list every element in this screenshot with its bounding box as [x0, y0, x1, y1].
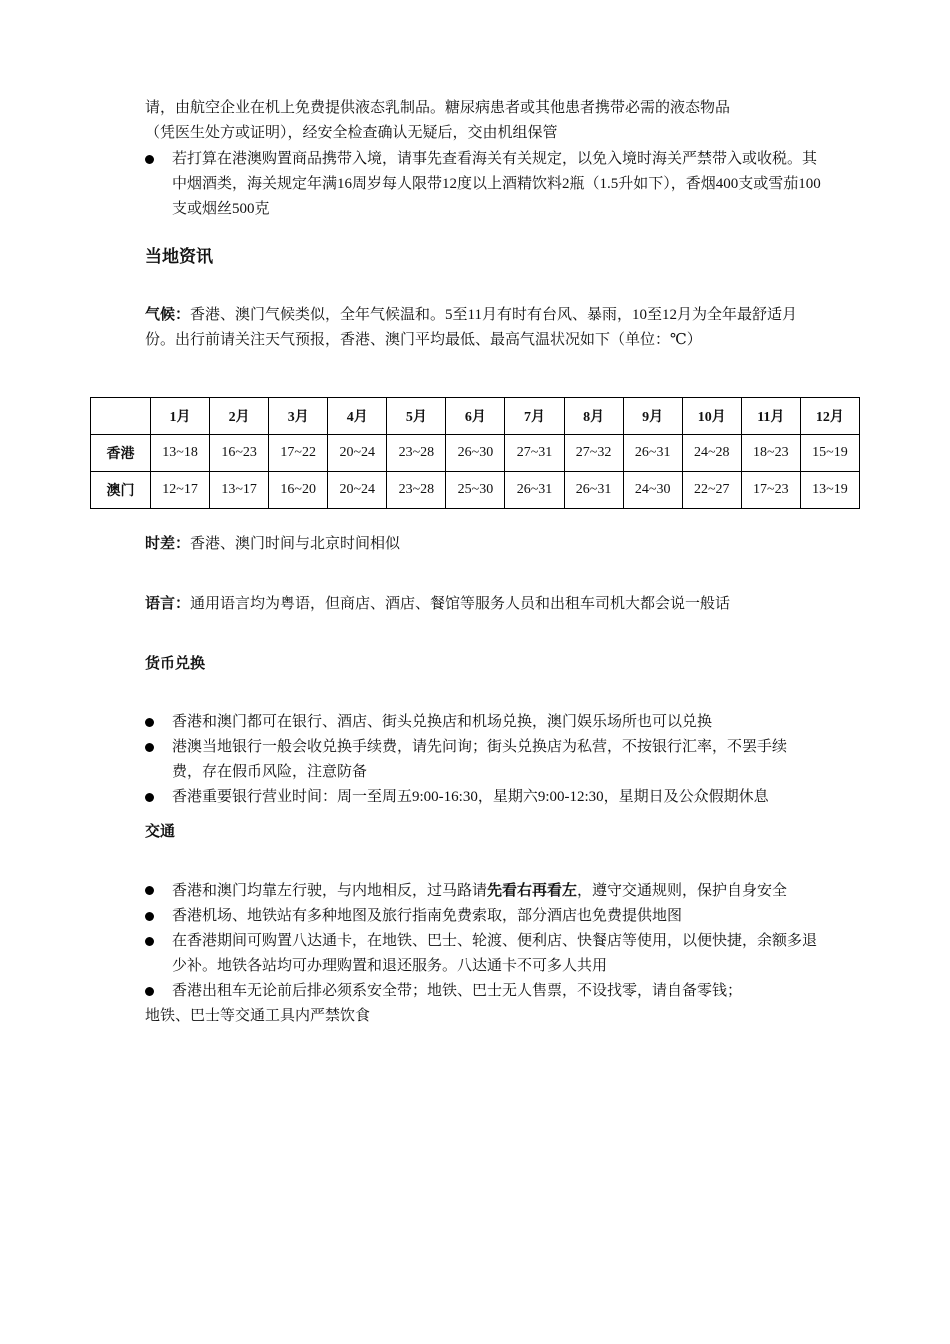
month-header: 5月 [387, 398, 446, 435]
language-text: 通用语言均为粤语，但商店、酒店、餐馆等服务人员和出租车司机大都会说一般话 [190, 596, 731, 612]
table-corner-cell [91, 398, 151, 435]
transport-item-text-pre: 香港和澳门均靠左行驶，与内地相反，过马路请 [172, 883, 488, 899]
table-cell: 13~17 [210, 472, 269, 509]
table-cell: 26~31 [564, 472, 623, 509]
table-cell: 20~24 [328, 435, 387, 472]
row-header-hongkong: 香港 [91, 435, 151, 472]
intro-paragraph-line1: 请，由航空企业在机上免费提供液态乳制品。糖尿病患者或其他患者携带必需的液态物品 [145, 100, 731, 116]
customs-list [145, 147, 825, 222]
month-header: 12月 [800, 398, 859, 435]
local-info-heading: 当地资讯 [145, 247, 213, 266]
climate-paragraph [145, 302, 825, 353]
month-header: 3月 [269, 398, 328, 435]
language-paragraph [145, 591, 825, 617]
intro-paragraph-line2: （凭医生处方或证明），经安全检查确认无疑后，交由机组保管 [145, 125, 558, 141]
table-cell: 17~23 [741, 472, 800, 509]
timezone-paragraph [145, 531, 825, 557]
currency-list [145, 710, 825, 810]
list-item [145, 929, 825, 979]
currency-item-text: 港澳当地银行一般会收兑换手续费，请先问询；街头兑换店为私营，不按银行汇率，不罢手续费，存在假币风险，注意防备 [172, 739, 788, 780]
table-cell: 16~23 [210, 435, 269, 472]
table-cell: 22~27 [682, 472, 741, 509]
timezone-text: 香港、澳门时间与北京时间相似 [190, 536, 401, 552]
document-content [145, 96, 825, 353]
document-content-lower [145, 531, 825, 1029]
table-cell: 26~31 [623, 435, 682, 472]
table-cell: 13~19 [800, 472, 859, 509]
month-header: 10月 [682, 398, 741, 435]
climate-text: 香港、澳门气候类似，全年气候温和。5至11月有时有台风、暴雨，10至12月为全年最舒适月份。出行前请关注天气预报，香港、澳门平均最低、最高气温状况如下（单位：℃） [145, 307, 797, 348]
list-item [145, 979, 845, 1004]
transport-item-emphasis: 先看右再看左 [487, 882, 578, 899]
table-cell: 24~28 [682, 435, 741, 472]
transport-heading: 交通 [145, 823, 176, 840]
table-cell: 26~30 [446, 435, 505, 472]
month-header: 2月 [210, 398, 269, 435]
month-header: 11月 [741, 398, 800, 435]
month-header: 9月 [623, 398, 682, 435]
table-cell: 25~30 [446, 472, 505, 509]
table-row [91, 435, 860, 472]
table-row [91, 472, 860, 509]
bullet-icon [145, 912, 154, 921]
table-cell: 18~23 [741, 435, 800, 472]
table-cell: 23~28 [387, 472, 446, 509]
transport-item-text: 在香港期间可购置八达通卡，在地铁、巴士、轮渡、便利店、快餐店等使用，以便快捷，余额多退少补。地铁各站均可办理购置和退还服务。八达通卡不可多人共用 [172, 933, 818, 974]
bullet-icon [145, 793, 154, 802]
table-cell: 24~30 [623, 472, 682, 509]
table-cell: 27~31 [505, 435, 564, 472]
list-item [145, 710, 825, 735]
transport-item-text-post: ，遵守交通规则，保护自身安全 [577, 883, 788, 899]
list-item [145, 785, 825, 810]
bullet-icon [145, 743, 154, 752]
table-header-row [91, 398, 860, 435]
bullet-icon [145, 155, 154, 164]
bullet-icon [145, 987, 154, 996]
customs-bullet-text: 若打算在港澳购置商品携带入境，请事先查看海关有关规定，以免入境时海关严禁带入或收税。其中烟酒类，海关规定年满16周岁每人限带12度以上酒精饮料2瓶（1.5升如下），香烟400支或雪茄100支或烟丝500克 [172, 151, 821, 217]
table-cell: 15~19 [800, 435, 859, 472]
transport-list [145, 878, 825, 1004]
table-cell: 27~32 [564, 435, 623, 472]
month-header: 4月 [328, 398, 387, 435]
table-cell: 20~24 [328, 472, 387, 509]
table-cell: 23~28 [387, 435, 446, 472]
currency-heading: 货币兑换 [145, 655, 206, 672]
list-item [145, 904, 825, 929]
bullet-icon [145, 718, 154, 727]
row-header-macau: 澳门 [91, 472, 151, 509]
table-cell: 13~18 [151, 435, 210, 472]
currency-item-text: 香港重要银行营业时间：周一至周五9:00-16:30，星期六9:00-12:30，星期日及公众假期休息 [172, 789, 769, 805]
table-cell: 12~17 [151, 472, 210, 509]
list-item [145, 735, 825, 785]
transport-item-text: 香港出租车无论前后排必须系安全带；地铁、巴士无人售票，不设找零，请自备零钱； [172, 983, 743, 999]
bullet-icon [145, 886, 154, 895]
bullet-icon [145, 937, 154, 946]
month-header: 8月 [564, 398, 623, 435]
temperature-table [90, 397, 860, 509]
climate-label: 气候： [145, 306, 191, 323]
currency-item-text: 香港和澳门都可在银行、酒店、街头兑换店和机场兑换，澳门娱乐场所也可以兑换 [172, 714, 713, 730]
table-cell: 16~20 [269, 472, 328, 509]
list-item [145, 878, 825, 904]
month-header: 6月 [446, 398, 505, 435]
language-label: 语言： [145, 595, 191, 612]
table-cell: 26~31 [505, 472, 564, 509]
transport-item-text: 香港机场、地铁站有多种地图及旅行指南免费索取，部分酒店也免费提供地图 [172, 908, 683, 924]
timezone-label: 时差： [145, 535, 191, 552]
month-header: 7月 [505, 398, 564, 435]
month-header: 1月 [151, 398, 210, 435]
transport-last-continuation: 地铁、巴士等交通工具内严禁饮食 [145, 1008, 371, 1024]
list-item [145, 147, 825, 222]
table-cell: 17~22 [269, 435, 328, 472]
